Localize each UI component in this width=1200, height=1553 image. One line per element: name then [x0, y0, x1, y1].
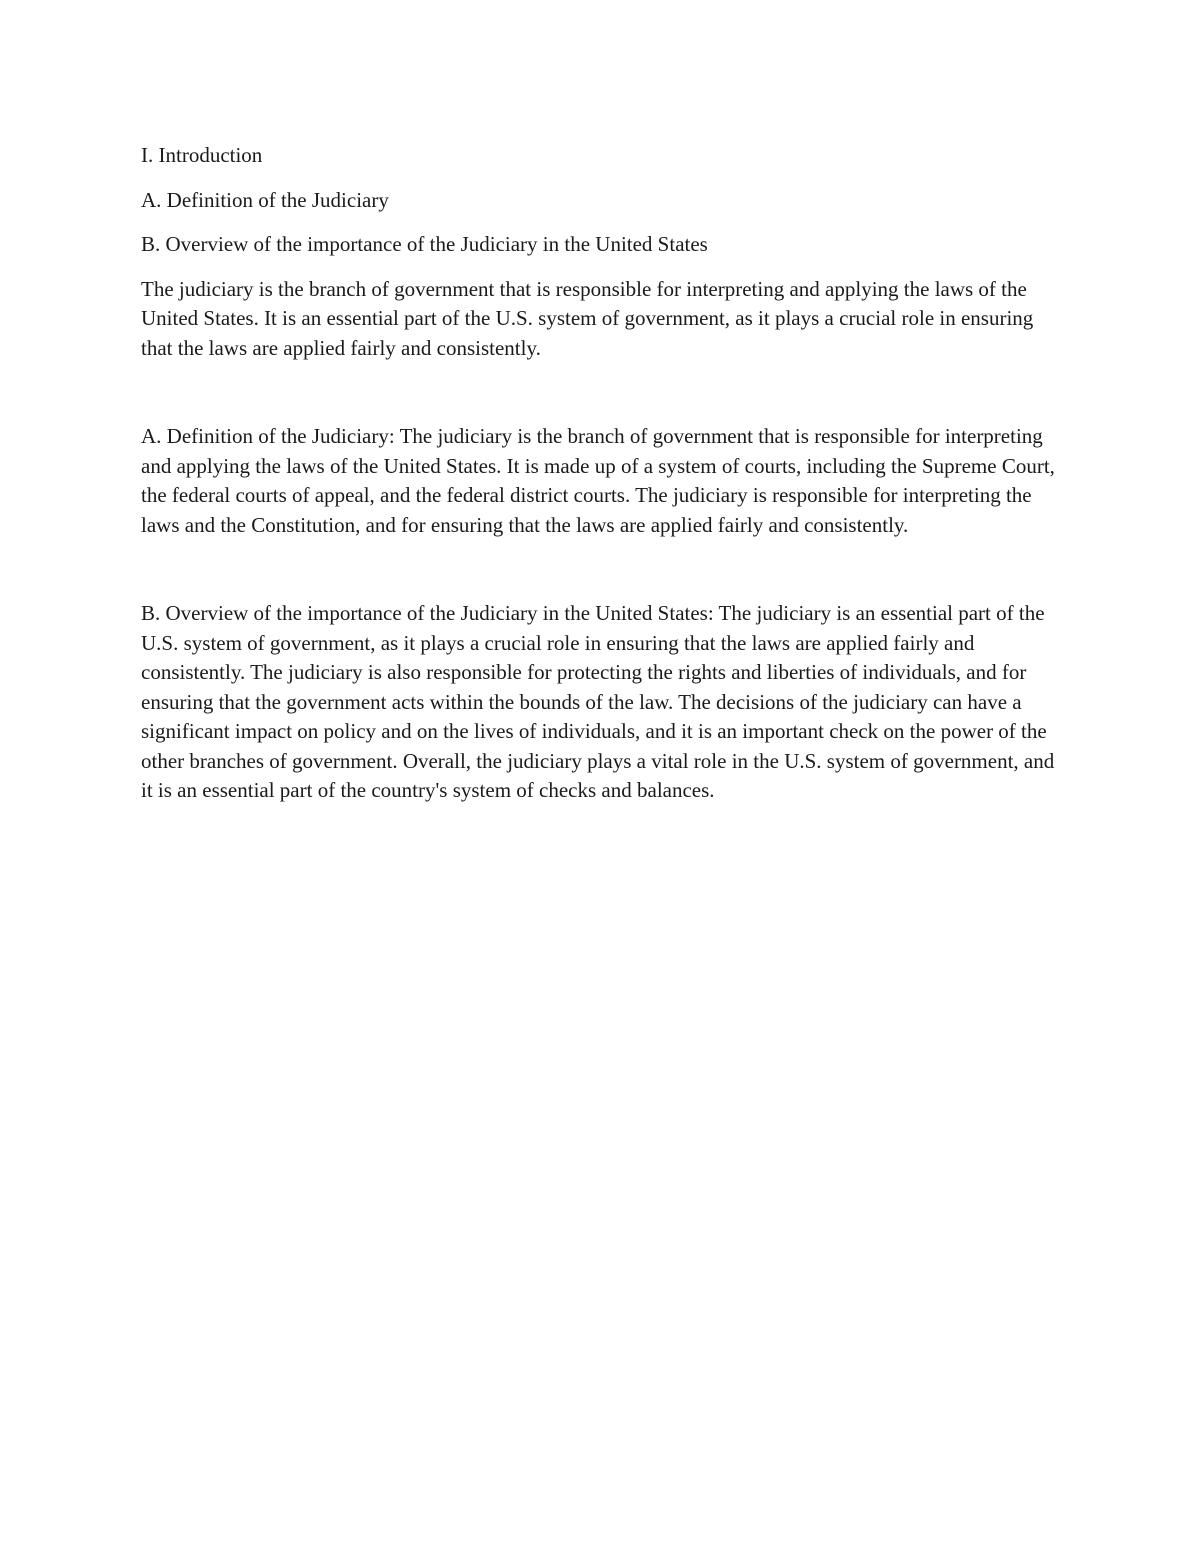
intro-paragraph: The judiciary is the branch of government that is responsible for interpreting and applying the laws of the United States. It is an essential part of the U.S. system of government, as it plays a crucial role in ensuring that the laws are applied fairly and consistently. — [141, 276, 1034, 360]
overview-paragraph: B. Overview of the importance of the Judiciary in the United States: The judiciary is an essential part of the U.S. system of government, as it plays a crucial role in ensuring that the laws are applied fairly and consistently. The judiciary is also responsible for protecting the rights and liberties of individuals, and for ensuring that the government acts within the bounds of the law. The decisions of the judiciary can have a significant impact on policy and on the lives of individuals, and it is an important check on the power of the other branches of government. Overall, the judiciary plays a vital role in the U.S. system of government, and it is an essential part of the country's system of checks and balances. — [141, 601, 1055, 802]
outline-item-b: B. Overview of the importance of the Judiciary in the United States — [141, 232, 708, 256]
outline-heading: I. Introduction — [141, 143, 263, 167]
document-body — [141, 141, 1061, 806]
outline-item-a: A. Definition of the Judiciary — [141, 187, 389, 212]
definition-paragraph: A. Definition of the Judiciary: The judiciary is the branch of government that is responsible for interpreting and applying the laws of the United States. It is made up of a system of courts, including the Supreme Court, the federal courts of appeal, and the federal district courts. The judiciary is responsible for interpreting the laws and the Constitution, and for ensuring that the laws are applied fairly and consistently. — [141, 424, 1055, 537]
